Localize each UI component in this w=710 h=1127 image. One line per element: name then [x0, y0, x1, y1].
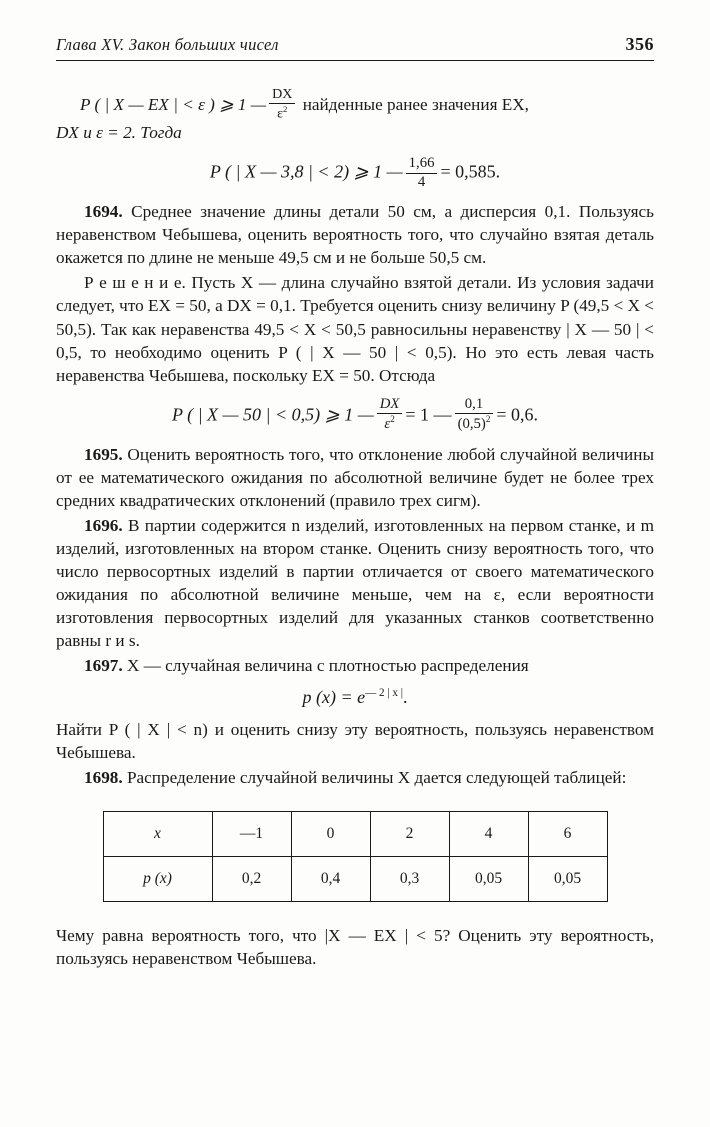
fraction-denominator: $\varepsilon^2$ — [277, 103, 288, 122]
x-value-1: 0 — [291, 812, 370, 857]
running-head — [56, 34, 654, 61]
solution-1694 — [56, 271, 654, 386]
problem-text: X — случайная величина с плотностью распределения — [126, 655, 529, 675]
fraction-numerator: 0,1 — [455, 397, 494, 415]
page-number: 356 — [625, 34, 654, 54]
x-value-2: 2 — [370, 812, 449, 857]
formula-fraction-2 — [455, 397, 494, 433]
top-line2: DX и ε = 2. Тогда — [56, 123, 182, 143]
p-value-4: 0,05 — [528, 857, 607, 902]
x-value-3: 4 — [449, 812, 528, 857]
distribution-table-wrapper — [56, 811, 654, 902]
p-value-3: 0,05 — [449, 857, 528, 902]
distribution-table — [103, 811, 608, 902]
top-fraction — [269, 87, 295, 121]
top-text-after: найденные ранее значения EX, — [302, 94, 529, 114]
x-value-0: —1 — [212, 812, 291, 857]
solution-label: Р е ш е н и е. — [84, 273, 186, 293]
formula2-lead: P ( | X — 3,8 | < 2) ⩾ 1 — — [209, 161, 403, 182]
formula-1697-density — [56, 687, 654, 708]
problem-number: 1695. — [84, 444, 123, 464]
fraction-denominator-exponent: 2 — [390, 414, 395, 425]
fraction-numerator: 1,66 — [406, 156, 438, 174]
top-second-line — [56, 121, 654, 146]
solution-text: Пусть X — длина случайно взятой детали. Из условия задачи следует, что EX = 50, а DX = 0,1. Требуется оценить снизу величину P (49,5 < X < 50,5). Так как неравенства 49,5 < X < 50,5 равносильны неравенству | X — 50 | < 0,5, то необходимо оценить P ( | X — 50 | < 0,5). Но это есть левая часть неравенства Чебышева, поскольку EX = 50. Отсюда — [56, 273, 655, 385]
problem-1696 — [56, 514, 654, 652]
p-value-1: 0,4 — [291, 857, 370, 902]
fraction-denominator-exponent: 2 — [283, 103, 288, 114]
problem-1694 — [56, 200, 654, 269]
problem-1697 — [56, 654, 654, 677]
formula2-tail: = 0,585. — [440, 161, 501, 182]
closing-question: Чему равна вероятность того, что |X — EX | < 5? Оценить эту вероятность, пользуясь неравенством Чебышева. — [56, 926, 654, 969]
fraction-denominator: $\varepsilon^2$ — [384, 414, 395, 433]
problem-1695 — [56, 443, 654, 512]
chapter-title: Глава XV. Закон больших чисел — [56, 35, 279, 54]
problem-text: Среднее значение длины детали 50 см, а дисперсия 0,1. Пользуясь неравенством Чебышева, оценить вероятность того, что случайно взятая деталь окажется по длине не меньше 49,5 см и не больше 50,5 см. — [56, 202, 655, 268]
fraction-numerator: DX — [377, 397, 403, 415]
p-value-0: 0,2 — [212, 857, 291, 902]
formula2-fraction — [406, 156, 438, 190]
density-body: p (x) = e — [302, 687, 366, 708]
row-label-px: p (x) — [103, 857, 212, 902]
fraction-denominator: 4 — [417, 173, 426, 190]
problem-text: Распределение случайной величины X дается следующей таблицей: — [126, 768, 627, 788]
problem-number: 1698. — [84, 768, 123, 788]
problem-number: 1694. — [84, 202, 123, 222]
x-value-4: 6 — [528, 812, 607, 857]
density-exponent: — 2 | x | — [365, 687, 404, 700]
density-tail: . — [403, 687, 408, 708]
row-label-x: x — [103, 812, 212, 857]
fraction-numerator: DX — [269, 87, 295, 104]
top-formula-inline: P ( | X — EX | < ε ) ⩾ 1 — — [80, 94, 267, 114]
problem-text: Оценить вероятность того, что отклонение любой случайной величины от ее математического ожидания по абсолютной величине будет не более трех средних квадратических отклонений (правило трех сигм). — [56, 444, 654, 510]
problem-1698 — [56, 766, 654, 789]
top-formula-paragraph — [56, 87, 654, 121]
formula-mid: = 1 — — [405, 403, 452, 424]
table-row — [103, 812, 607, 857]
fraction-denominator: $(0,5)^2$ — [457, 414, 491, 433]
table-row — [103, 857, 607, 902]
after-1697-text: Найти P ( | X | < n) и оценить снизу эту вероятность, пользуясь неравенством Чебышева. — [56, 720, 654, 763]
formula-chebyshev-example — [56, 156, 654, 190]
problem-text: В партии содержится n изделий, изготовленных на первом станке, и m изделий, изготовленных на втором станке. Оценить снизу вероятность того, что число первосортных изделий в партии отличается от своего математического ожидания по абсолютной величине меньше, чем на ε, если вероятности изготовления первосортных изделий для указанных станков соответственно равны r и s. — [56, 515, 655, 650]
problem-number: 1697. — [84, 655, 123, 675]
formula-tail: = 0,6. — [496, 403, 539, 424]
formula-fraction-1 — [377, 397, 403, 433]
fraction-denominator-exponent: 2 — [485, 414, 491, 425]
formula-1694-result — [56, 397, 654, 433]
problem-number: 1696. — [84, 515, 123, 535]
formula-lead: P ( | X — 50 | < 0,5) ⩾ 1 — — [171, 403, 374, 424]
p-value-2: 0,3 — [370, 857, 449, 902]
